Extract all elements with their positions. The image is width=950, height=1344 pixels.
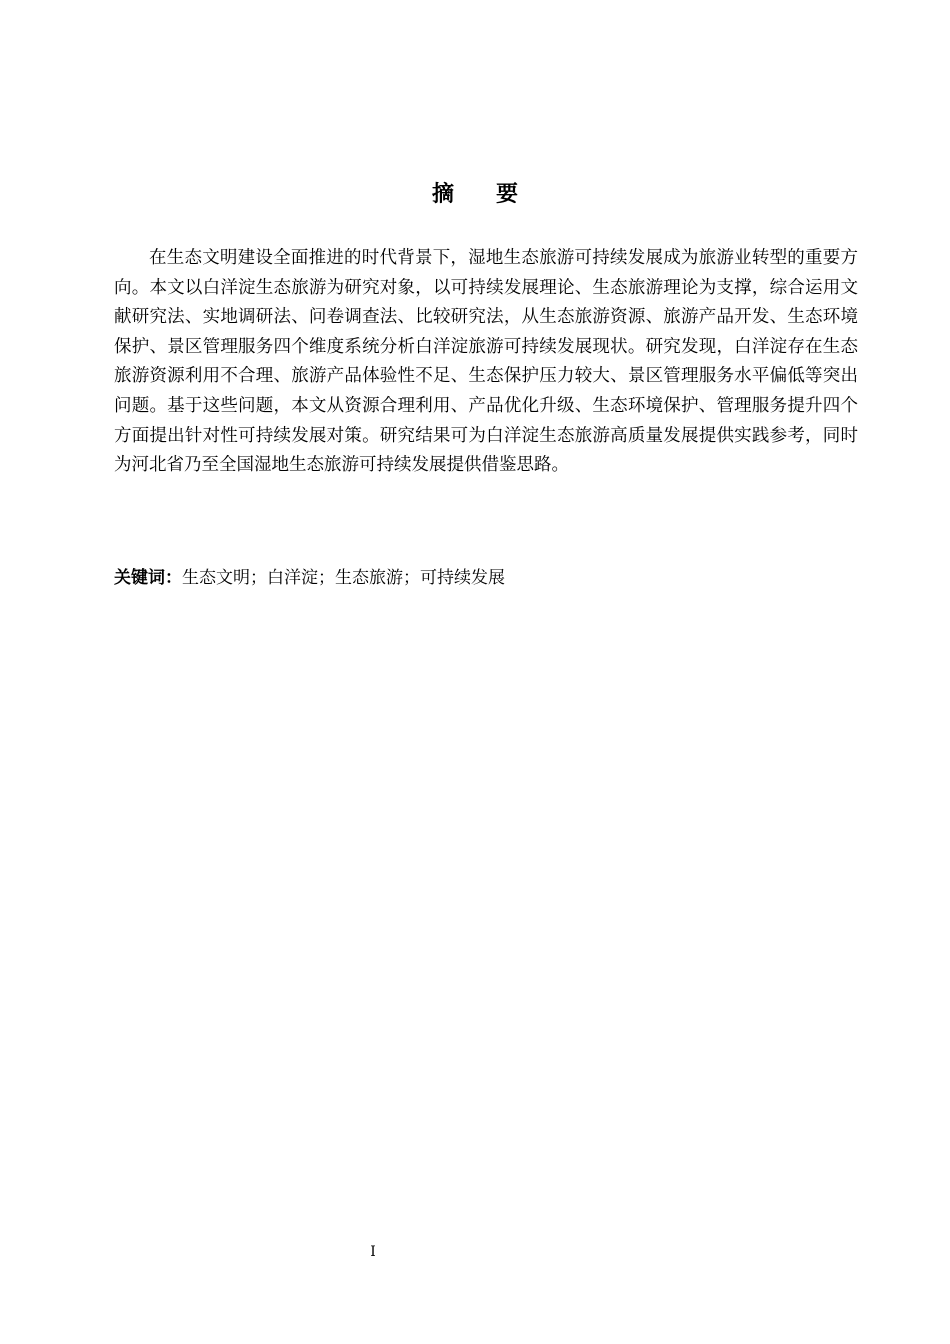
keywords-line (114, 564, 858, 592)
keywords-text: 生态文明；白洋淀；生态旅游；可持续发展 (182, 568, 505, 588)
title-char-1: 摘 (431, 182, 454, 207)
page-number: I (370, 1244, 376, 1260)
title-char-2: 要 (496, 182, 519, 207)
page-title (0, 180, 950, 210)
abstract-paragraph: 在生态文明建设全面推进的时代背景下，湿地生态旅游可持续发展成为旅游业转型的重要方向。本文以白洋淀生态旅游为研究对象，以可持续发展理论、生态旅游理论为支撑，综合运用文献研究法、实地调研法、问卷调查法、比较研究法，从生态旅游资源、旅游产品开发、生态环境保护、景区管理服务四个维度系统分析白洋淀旅游可持续发展现状。研究发现，白洋淀存在生态旅游资源利用不合理、旅游产品体验性不足、生态保护压力较大、景区管理服务水平偏低等突出问题。基于这些问题，本文从资源合理利用、产品优化升级、生态环境保护、管理服务提升四个方面提出针对性可持续发展对策。研究结果可为白洋淀生态旅游高质量发展提供实践参考，同时为河北省乃至全国湿地生态旅游可持续发展提供借鉴思路。 (114, 248, 858, 476)
keywords-label: 关键词： (114, 568, 182, 588)
